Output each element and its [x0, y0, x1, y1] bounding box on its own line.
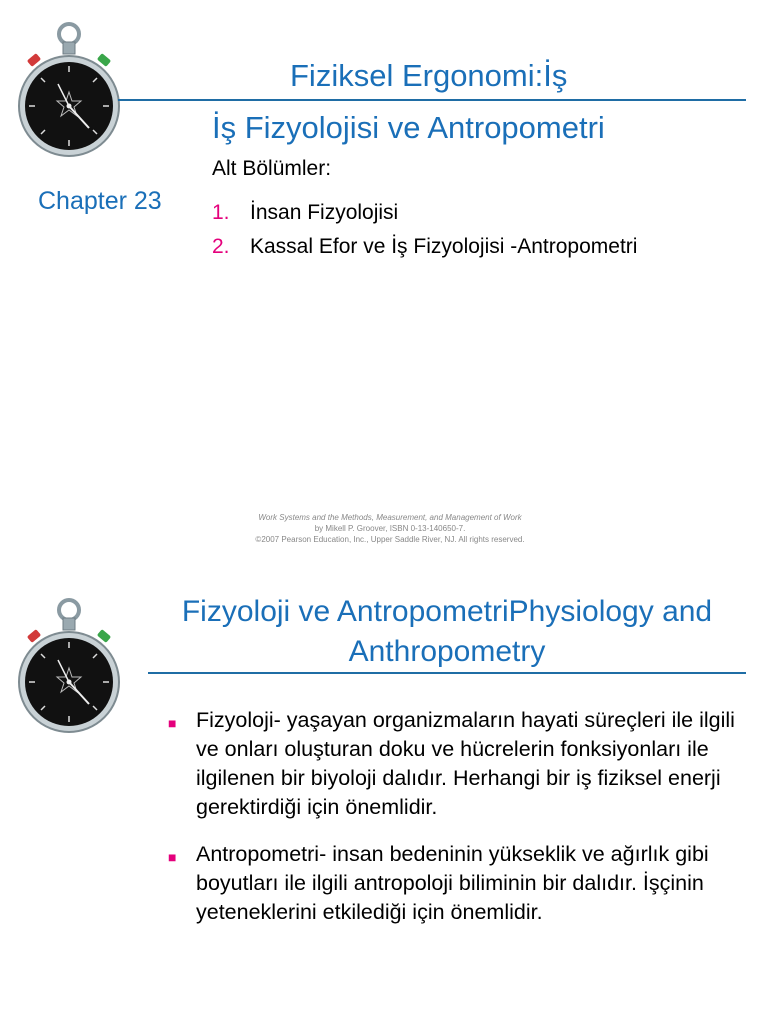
footer-line-3: ©2007 Pearson Education, Inc., Upper Saddle River, NJ. All rights reserved. [255, 535, 525, 544]
sections-heading: Alt Bölümler: [212, 157, 332, 180]
list-item [166, 840, 742, 927]
chapter-label: Chapter 23 [38, 187, 162, 215]
list-number: 2. [212, 235, 230, 258]
bullet-text: Antropometri- insan bedeninin yükseklik ve ağırlık gibi boyutları ile ilgili antropoloji biliminin bir dalıdır. İşçinin yeteneklerini etkilediği için önemlidir. [196, 842, 709, 924]
footer-line-1: Work Systems and the Methods, Measurement, and Management of Work [258, 513, 522, 522]
sections-list [212, 196, 637, 264]
slide-1-title: Fiziksel Ergonomi:İş [290, 58, 568, 93]
slide-2-title: Fizyoloji ve AntropometriPhysiology and Anthropometry [181, 595, 713, 668]
list-item [166, 706, 742, 822]
slide-1-subtitle: İş Fizyolojisi ve Antropometri [212, 110, 605, 145]
list-number: 1. [212, 201, 230, 224]
title-rule [118, 99, 746, 101]
list-label: İnsan Fizyolojisi [250, 201, 399, 224]
title-rule [148, 672, 746, 674]
footer-line-2: by Mikell P. Groover, ISBN 0-13-140650-7. [314, 524, 466, 533]
slide-2 [0, 560, 768, 1024]
bullet-text: Fizyoloji- yaşayan organizmaların hayati süreçleri ile ilgili ve onları oluşturan doku ve hücrelerin fonksiyonları ile ilgilenen bir biyoloji dalıdır. Herhangi bir iş fiziksel enerji gerektirdiği için önemlidir. [196, 708, 735, 819]
list-item [212, 196, 637, 230]
list-label: Kassal Efor ve İş Fizyolojisi -Antropometri [250, 235, 638, 258]
list-item [212, 230, 637, 264]
stopwatch-icon [14, 596, 124, 746]
square-bullet-icon: ■ [168, 715, 177, 731]
copyright-footer [190, 512, 590, 545]
bullet-list [166, 706, 742, 945]
square-bullet-icon: ■ [168, 849, 177, 865]
stopwatch-icon [14, 20, 124, 170]
